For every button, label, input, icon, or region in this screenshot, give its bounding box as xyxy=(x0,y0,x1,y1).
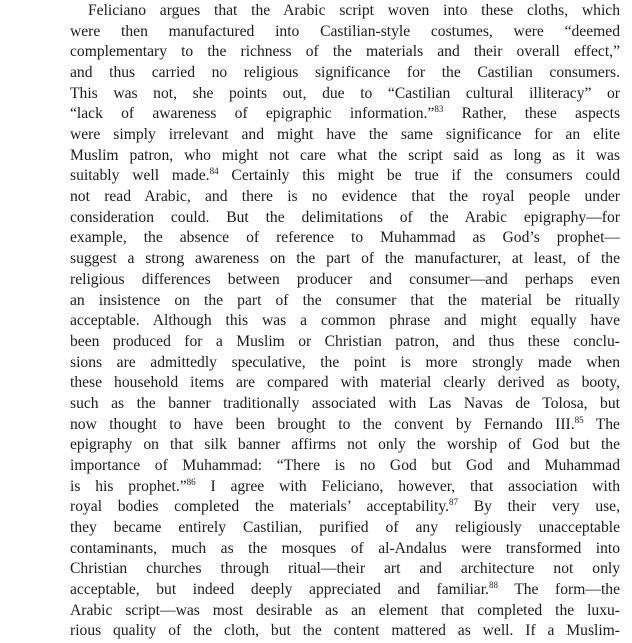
text-segment: such as the banner traditionally associated with Las Navas de Tolosa, but xyxy=(70,394,620,412)
text-segment: were simply irrelevant and might have the same significance for an elite xyxy=(70,126,620,144)
text-segment: complementary to the richness of the materials and their overall effect,” xyxy=(70,43,620,61)
text-segment: acceptable. Although this was a common phrase and might equally have xyxy=(70,312,620,330)
text-segment: Muslim patron, who might not care what the script said as long as it was xyxy=(70,146,620,164)
text-segment: and thus carried no religious significance for the Castilian consumers. xyxy=(70,64,620,82)
text-segment: epigraphy on that silk banner affirms not only the worship of God but the xyxy=(70,436,620,454)
text-segment: example, the absence of reference to Muhammad as God’s prophet— xyxy=(70,229,620,247)
text-segment: Arabic script—was most desirable as an element that completed the luxu- xyxy=(70,601,620,619)
text-segment: This was not, she points out, due to “Castilian cultural illiteracy” or xyxy=(70,84,620,102)
text-segment: consideration could. But the delimitations of the Arabic epigraphy—for xyxy=(70,208,620,226)
text-segment: By their very use, xyxy=(458,498,620,516)
text-segment: religious differences between producer and consumer—and perhaps even xyxy=(70,270,620,288)
text-segment: Certainly this might be true if the consumers could xyxy=(218,167,621,185)
footnote-marker: 83 xyxy=(434,104,444,115)
text-segment: acceptable, but indeed deeply appreciated and familiar. xyxy=(70,581,489,599)
text-segment: these household items are compared with material clearly derived as booty, xyxy=(70,374,620,392)
text-segment: “lack of awareness of epigraphic information.” xyxy=(70,105,435,123)
text-segment: Christian churches through ritual—their art and architecture not only xyxy=(70,560,620,578)
text-segment: is his prophet.” xyxy=(70,477,187,495)
text-segment: were then manufactured into Castilian-style costumes, were “deemed xyxy=(70,22,620,40)
text-segment: sions are admittedly speculative, the point is more strongly made when xyxy=(70,353,620,371)
text-segment: I agree with Feliciano, however, that association with xyxy=(195,477,620,495)
text-segment: rious quality of the cloth, but the content mattered as well. If a Muslim- xyxy=(70,622,620,640)
footnote-marker: 85 xyxy=(574,414,584,425)
text-segment: royal bodies completed the materials’ acceptability. xyxy=(70,498,450,516)
text-segment: an insistence on the part of the consumer that the material be ritually xyxy=(70,291,620,309)
text-segment: importance of Muhammad: “There is no God but God and Muhammad xyxy=(70,456,620,474)
text-segment: been produced for a Muslim or Christian patron, and thus these conclu- xyxy=(70,332,620,350)
footnote-marker: 84 xyxy=(209,166,219,177)
text-segment: The form—the xyxy=(497,581,620,599)
document-page xyxy=(70,0,620,641)
text-segment: contaminants, much as the mosques of al-Andalus were transformed into xyxy=(70,539,620,557)
text-segment: Feliciano argues that the Arabic script woven into these cloths, which xyxy=(88,2,620,19)
text-segment: suggest a strong awareness on the part of the manufacturer, at least, of the xyxy=(70,250,620,268)
text-segment: they became entirely Castilian, purified of any religiously unacceptable xyxy=(70,519,620,536)
text-segment: The xyxy=(583,415,620,433)
footnote-marker: 88 xyxy=(488,580,498,591)
text-segment: now thought to have been brought to the convent by Fernando III. xyxy=(70,415,575,433)
text-segment: Rather, these aspects xyxy=(443,105,621,123)
footnote-marker: 86 xyxy=(186,476,196,487)
text-line xyxy=(70,619,620,643)
footnote-marker: 87 xyxy=(449,497,459,508)
text-segment: not read Arabic, and there is no evidence that the royal people under xyxy=(70,188,620,206)
text-segment: suitably well made. xyxy=(70,167,210,185)
